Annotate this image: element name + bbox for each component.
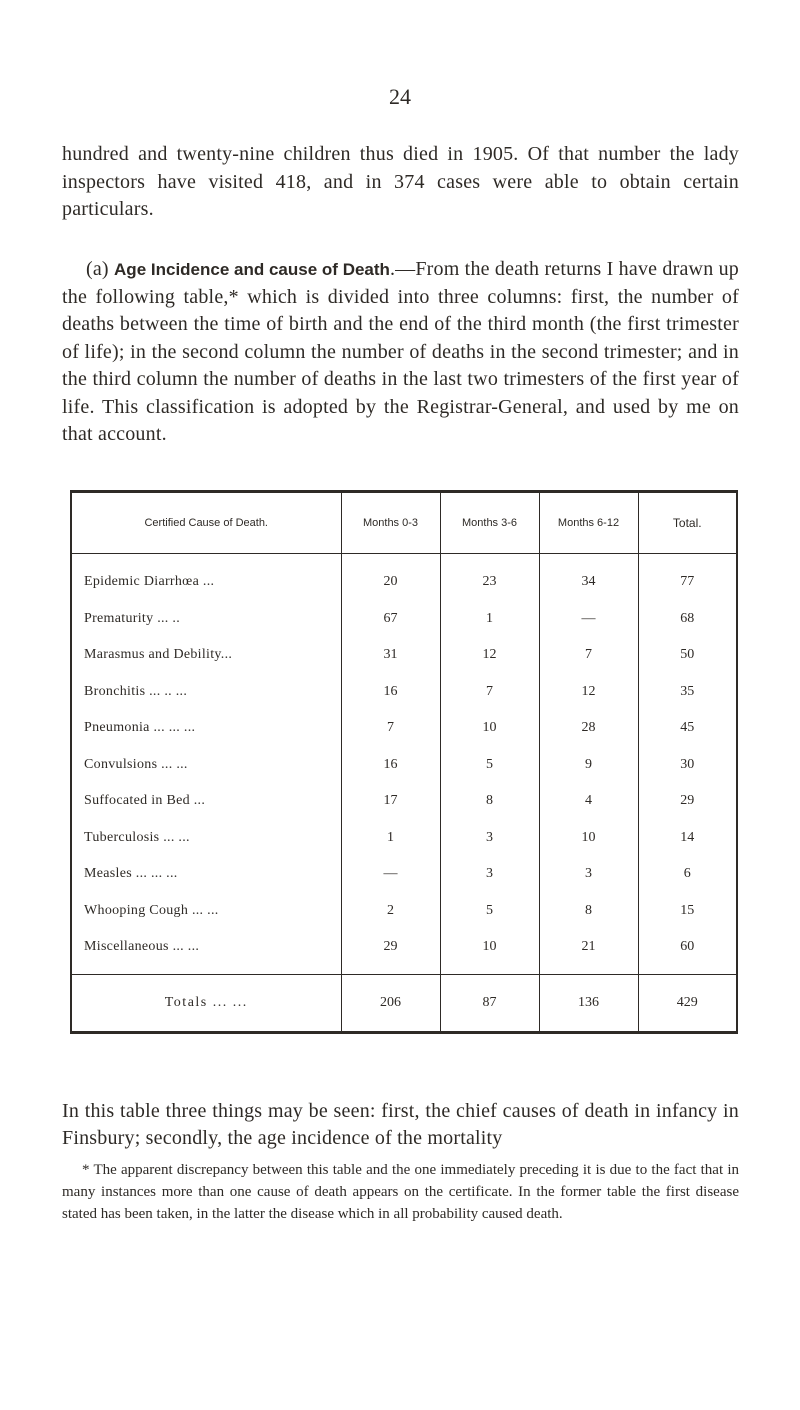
months-0-3-cell: 1 [341, 820, 440, 857]
months-6-12-cell: 10 [539, 820, 638, 857]
total-cell: 77 [638, 554, 737, 601]
table-row [71, 601, 737, 638]
cause-cell: Marasmus and Debility... [71, 637, 341, 674]
header-total: Total. [638, 493, 737, 554]
total-cell: 50 [638, 637, 737, 674]
section-heading: Age Incidence and cause of Death [114, 260, 390, 279]
months-0-3-cell: 29 [341, 929, 440, 974]
section-marker: (a) [86, 258, 109, 280]
table-row [71, 820, 737, 857]
months-3-6-cell: 3 [440, 820, 539, 857]
months-6-12-cell: 4 [539, 783, 638, 820]
months-3-6-cell: 23 [440, 554, 539, 601]
months-0-3-cell: 7 [341, 710, 440, 747]
months-3-6-cell: 8 [440, 783, 539, 820]
cause-cell: Pneumonia ... ... ... [71, 710, 341, 747]
months-6-12-cell: 9 [539, 747, 638, 784]
months-6-12-cell: 8 [539, 893, 638, 930]
cause-cell: Suffocated in Bed ... [71, 783, 341, 820]
cause-cell: Measles ... ... ... [71, 856, 341, 893]
total-cell: 45 [638, 710, 737, 747]
totals-months-3-6: 87 [440, 974, 539, 1031]
table-row [71, 929, 737, 974]
table-row [71, 783, 737, 820]
header-months-6-12: Months 6-12 [539, 493, 638, 554]
total-cell: 15 [638, 893, 737, 930]
months-6-12-cell: 21 [539, 929, 638, 974]
months-0-3-cell: — [341, 856, 440, 893]
months-6-12-cell: 12 [539, 674, 638, 711]
page-number: 24 [389, 84, 411, 109]
totals-months-0-3: 206 [341, 974, 440, 1031]
total-cell: 14 [638, 820, 737, 857]
months-0-3-cell: 17 [341, 783, 440, 820]
cause-cell: Bronchitis ... .. ... [71, 674, 341, 711]
table-row [71, 893, 737, 930]
months-6-12-cell: 3 [539, 856, 638, 893]
months-3-6-cell: 7 [440, 674, 539, 711]
paragraph-conclusion: In this table three things may be seen: first, the chief causes of death in infancy in Finsbury; secondly, the age incidence of the mortality [62, 1100, 739, 1149]
months-6-12-cell: — [539, 601, 638, 638]
months-3-6-cell: 5 [440, 893, 539, 930]
total-cell: 30 [638, 747, 737, 784]
cause-cell: Prematurity ... .. [71, 601, 341, 638]
table-row [71, 710, 737, 747]
paragraph-age-incidence [62, 256, 739, 449]
months-3-6-cell: 10 [440, 710, 539, 747]
months-6-12-cell: 28 [539, 710, 638, 747]
months-3-6-cell: 5 [440, 747, 539, 784]
totals-months-6-12: 136 [539, 974, 638, 1031]
total-cell: 35 [638, 674, 737, 711]
months-0-3-cell: 2 [341, 893, 440, 930]
footnote: * The apparent discrepancy between this table and the one immediately preceding it is due to the fact that in many instances more than one cause of death appears on the certificate. In the former table the first disease stated has been taken, in the latter the disease which in all probability caused death. [62, 1162, 739, 1222]
months-0-3-cell: 20 [341, 554, 440, 601]
table-row [71, 674, 737, 711]
months-0-3-cell: 16 [341, 747, 440, 784]
table-row [71, 554, 737, 601]
death-causes-table [70, 490, 738, 1034]
header-cause: Certified Cause of Death. [71, 493, 341, 554]
months-3-6-cell: 3 [440, 856, 539, 893]
months-3-6-cell: 1 [440, 601, 539, 638]
paragraph-intro: hundred and twenty-nine children thus died in 1905. Of that number the lady inspectors have visited 418, and in 374 cases were able to obtain certain particulars. [62, 143, 739, 220]
months-3-6-cell: 10 [440, 929, 539, 974]
table-header-row [71, 493, 737, 554]
total-cell: 60 [638, 929, 737, 974]
cause-cell: Miscellaneous ... ... [71, 929, 341, 974]
cause-cell: Tuberculosis ... ... [71, 820, 341, 857]
totals-grand-total: 429 [638, 974, 737, 1031]
table-row [71, 637, 737, 674]
table-row [71, 747, 737, 784]
header-months-0-3: Months 0-3 [341, 493, 440, 554]
months-6-12-cell: 34 [539, 554, 638, 601]
cause-cell: Whooping Cough ... ... [71, 893, 341, 930]
months-0-3-cell: 31 [341, 637, 440, 674]
months-0-3-cell: 67 [341, 601, 440, 638]
cause-cell: Convulsions ... ... [71, 747, 341, 784]
months-3-6-cell: 12 [440, 637, 539, 674]
section-body: .—From the death returns I have drawn up the following table,* which is divided into three columns: first, the number of deaths between the time of birth and the end of the third month (the first trimester of life); in the second column the number of deaths in the second trimester; and in the third column the number of deaths in the last two trimesters of the first year of life. This classification is adopted by the Registrar-General, and used by me on that account. [62, 258, 740, 445]
totals-row [71, 974, 737, 1031]
cause-cell: Epidemic Diarrhœa ... [71, 554, 341, 601]
total-cell: 29 [638, 783, 737, 820]
totals-label: Totals ... ... [71, 974, 341, 1031]
total-cell: 68 [638, 601, 737, 638]
months-6-12-cell: 7 [539, 637, 638, 674]
total-cell: 6 [638, 856, 737, 893]
months-0-3-cell: 16 [341, 674, 440, 711]
header-months-3-6: Months 3-6 [440, 493, 539, 554]
table-row [71, 856, 737, 893]
